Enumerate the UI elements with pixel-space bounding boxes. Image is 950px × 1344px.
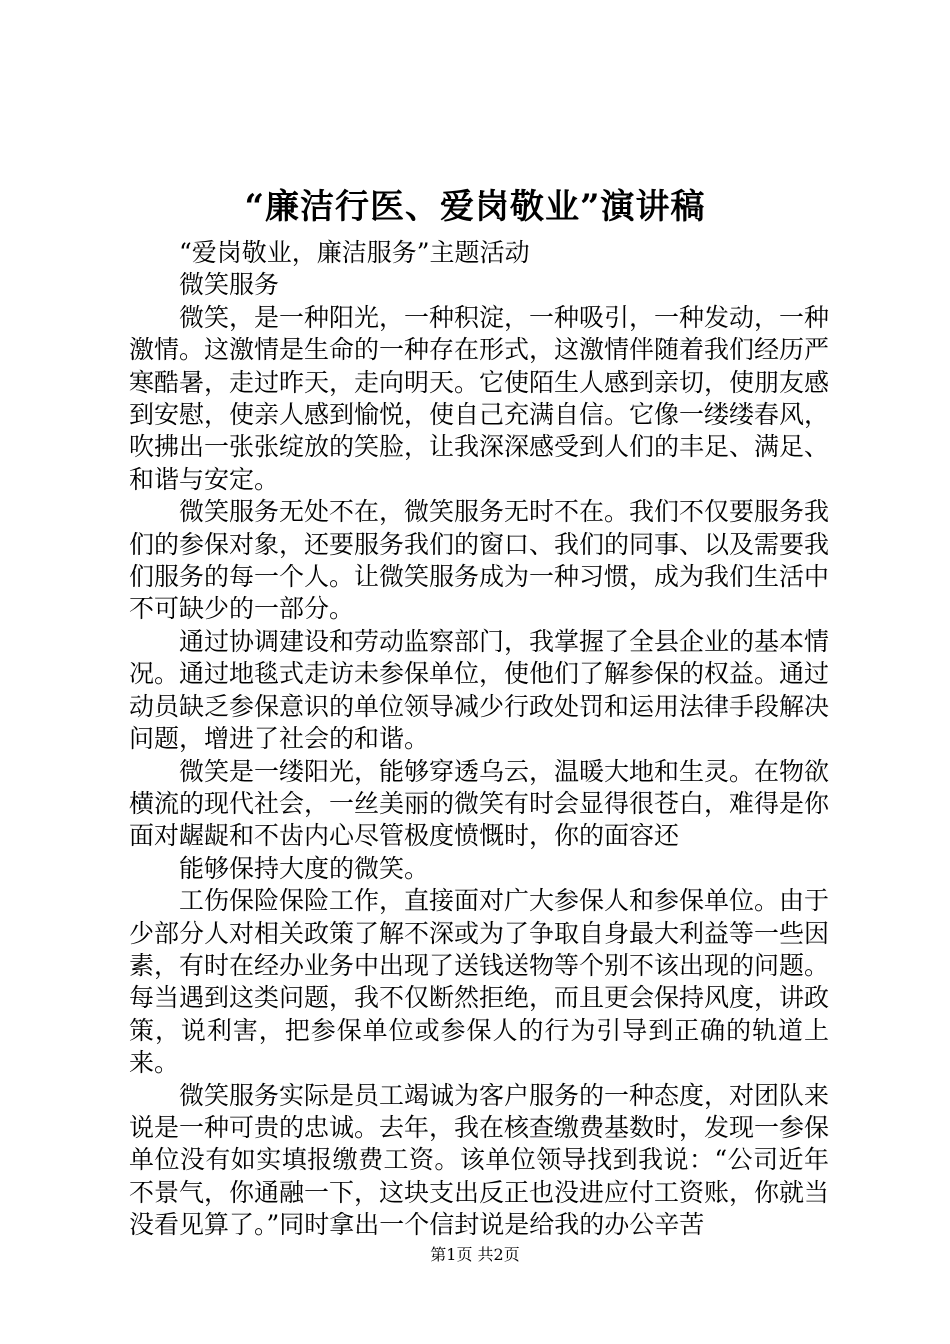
paragraph: 微笑，是一种阳光，一种积淀，一种吸引，一种发动，一种激情。这激情是生命的一种存在形式，这激情伴随着我们经历严寒酷暑，走过昨天，走向明天。它使陌生人感到亲切，使朋友感到安慰，使亲人感到愉悦，使自己充满自信。它像一缕缕春风，吹拂出一张张绽放的笑脸，让我深深感受到人们的丰足、满足、和谐与安定。 <box>129 302 830 494</box>
document-title: “廉洁行医、爱岗敬业”演讲稿 <box>244 187 706 227</box>
paragraph: 通过协调建设和劳动监察部门，我掌握了全县企业的基本情况。通过地毯式走访未参保单位，使他们了解参保的权益。通过动员缺乏参保意识的单位领导减少行政处罚和运用法律手段解决问题，增进了社会的和谐。 <box>129 626 830 754</box>
paragraph: 能够保持大度的微笑。 <box>179 853 430 883</box>
document-body <box>129 237 829 1242</box>
paragraph: 微笑是一缕阳光，能够穿透乌云，温暖大地和生灵。在物欲横流的现代社会，一丝美丽的微笑有时会显得很苍白，难得是你面对龌龊和不齿内心尽管极度愤慨时，你的面容还 <box>129 756 830 851</box>
paragraph: 微笑服务无处不在，微笑服务无时不在。我们不仅要服务我们的参保对象，还要服务我们的窗口、我们的同事、以及需要我们服务的每一个人。让微笑服务成为一种习惯，成为我们生活中不可缺少的一部分。 <box>129 497 830 624</box>
page-footer: 第1页 共2页 <box>430 1245 520 1264</box>
paragraph: 微笑服务实际是员工竭诚为客户服务的一种态度，对团队来说是一种可贵的忠诚。去年，我在核查缴费基数时，发现一参保单位没有如实填报缴费工资。该单位领导找到我说：“公司近年不景气，你通融一下，这块支出反正也没进应付工资账，你就当没看见算了。”同时拿出一个信封说是给我的办公辛苦 <box>129 1080 830 1240</box>
paragraph-subtitle: “爱岗敬业，廉洁服务”主题活动 <box>179 238 530 267</box>
paragraph-heading: 微笑服务 <box>179 270 280 300</box>
paragraph: 工伤保险保险工作，直接面对广大参保人和参保单位。由于少部分人对相关政策了解不深或为了争取自身最大利益等一些因素，有时在经办业务中出现了送钱送物等个别不该出现的问题。每当遇到这类问题，我不仅断然拒绝，而且更会保持风度，讲政策，说利害，把参保单位或参保人的行为引导到正确的轨道上来。 <box>129 886 830 1078</box>
